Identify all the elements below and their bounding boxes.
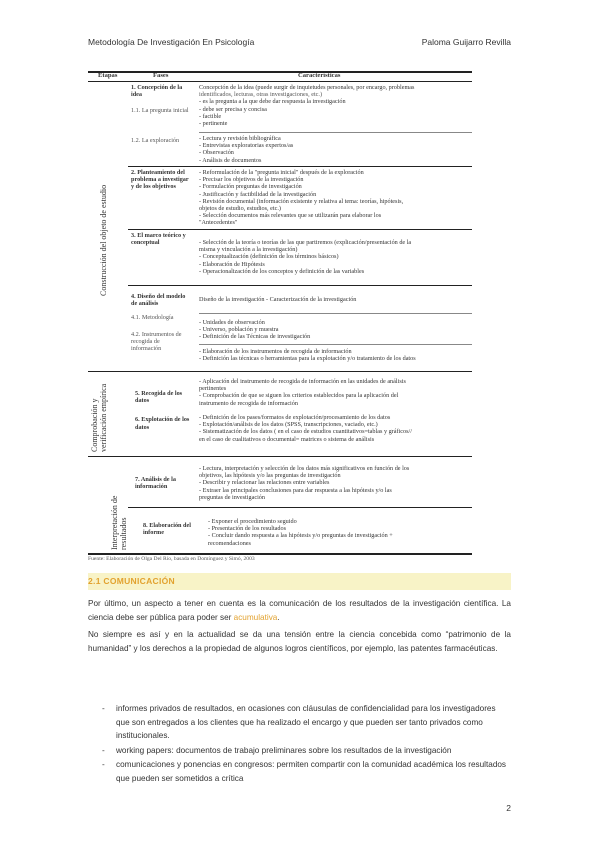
char-line: - Concluir dando respuesta a las hipótesis y/o preguntas de investigación + <box>208 532 393 540</box>
phase-6-title: 6. Explotación de los datos <box>135 416 190 431</box>
char-line: - Reformulación de la "pregunta inicial" después de la exploración <box>199 169 364 176</box>
phase-2-title: 2. Planteamiento del problema a investigar y de los objetivos <box>131 169 189 191</box>
char-line: - Elaboración de Hipótesis <box>199 260 265 268</box>
phase-5 <box>135 390 195 431</box>
char-line: - Presentación de los resultados <box>208 525 287 533</box>
char-line: - es la pregunta a la que debe dar respuesta la investigación <box>199 98 346 106</box>
table-top-rule <box>88 71 472 73</box>
etapa-construccion: Construcción del objeto de estudio <box>99 184 108 296</box>
char-line: - Sistematización de los datos ( en el caso de estudios cuantitativos=tablas y gráficos// <box>199 428 412 436</box>
char-line: - Extraer las principales conclusiones para dar respuesta a las hipótesis y/o las <box>199 486 392 494</box>
divider <box>128 507 472 508</box>
table-source: Fuente: Elaboración de Olga Del Río, basada en Domínguez y Simó, 2003 <box>88 556 255 562</box>
table-bottom-rule <box>88 553 472 555</box>
phase-1-title: 1. Concepción de la idea <box>131 84 183 99</box>
char-block-4-1 <box>199 319 471 341</box>
char-line: misma y vinculación a la investigación) <box>199 246 298 254</box>
col-caracteristicas-header: Características <box>298 72 341 79</box>
divider <box>128 229 472 230</box>
phase-4-1: 4.1. Metodología <box>131 314 174 322</box>
table-header-rule <box>88 81 472 82</box>
phase-8-title: 8. Elaboración del informe <box>143 522 191 537</box>
divider <box>128 285 472 286</box>
char-block-1 <box>199 84 471 127</box>
char-block-3 <box>199 239 471 275</box>
char-line: - Conceptualización (definición de los términos básicos) <box>199 253 339 261</box>
char-block-5 <box>199 378 471 407</box>
char-line: - Explotación/análisis de los datos (SPSS, transcripciones, vaciado, etc.) <box>199 421 378 429</box>
char-block-2 <box>199 169 471 227</box>
divider <box>88 371 472 372</box>
char-line: - Operacionalización de los conceptos y definición de las variables <box>199 267 365 275</box>
phase-3-title: 3. El marco teórico y conceptual <box>131 232 186 247</box>
char-block-7 <box>199 465 471 501</box>
divider <box>128 166 472 167</box>
col-fases-header: Fases <box>153 72 169 79</box>
char-line: - pertinente <box>199 120 228 128</box>
char-line: - Observación <box>199 149 234 157</box>
header-title: Metodología De Investigación En Psicología <box>88 37 255 47</box>
char-block-8 <box>208 518 480 547</box>
char-line: - Lectura y revisión bibliográfica <box>199 135 281 142</box>
phase-7-title: 7. Análisis de la información <box>135 476 176 491</box>
char-line: - Describir y relacionar las relaciones entre variables <box>199 479 330 487</box>
page-number: 2 <box>506 803 511 813</box>
list-item: - informes privados de resultados, en ocasiones con cláusulas de confidencialidad para los investigadores que son entregados a los clientes que ha realizado el encargo y que pueden ser tanto privados como institucionales. <box>102 702 511 743</box>
col-etapas-header: Etapas <box>98 72 118 79</box>
char-block-6 <box>199 414 471 443</box>
bullet-list <box>102 702 511 786</box>
char-line: - Universo, población y muestra <box>199 326 279 334</box>
char-line: - factible <box>199 112 222 120</box>
char-line: - Elaboración de los instrumentos de recogida de información <box>199 348 352 355</box>
divider <box>199 132 472 133</box>
paragraph-2: No siempre es así y en la actualidad se da una tensión entre la ciencia concebida como “patrimonio de la humanidad” y los derechos a la propiedad de algunos logros científicos, por ejemplo, las patentes farmacéuticas. <box>88 630 511 653</box>
char-line: - Aplicación del instrumento de recogida de información en las unidades de análisis <box>199 378 406 385</box>
char-block-1b <box>199 135 471 164</box>
char-line: - Lectura, interpretación y selección de los datos más significativos en función de los <box>199 465 410 472</box>
accent-term: acumulativa <box>233 612 278 622</box>
char-line: pertinentes <box>199 385 227 393</box>
paragraph-1-end: . <box>277 612 280 622</box>
paragraph-1-text: Por último, un aspecto a tener en cuenta es la comunicación de los resultados de la investigación científica. La ciencia debe ser pública para poder ser <box>88 599 511 622</box>
char-line: "Antecedentes" <box>199 219 238 227</box>
char-line: - Unidades de observación <box>199 319 265 326</box>
phase-8 <box>143 522 203 536</box>
phase-4-2: 4.2. Instrumentos de recogida de información <box>131 330 182 353</box>
char-line: - Entrevistas exploratorias expertos/as <box>199 142 294 150</box>
divider <box>199 344 472 345</box>
char-line: Diseño de la investigación - Caracterización de la investigación <box>199 296 357 303</box>
phase-2 <box>131 169 191 191</box>
phase-4 <box>131 293 191 352</box>
char-line: - Revisión documental (información existente y relativa al tema: teorías, hipótesis, <box>199 197 404 205</box>
etapa-interpretacion: Interpretación de resultados <box>110 495 128 550</box>
char-line: - Comprobación de que se siguen los criterios establecidos para la aplicación del <box>199 392 399 400</box>
char-line: - Exponer el procedimiento seguido <box>208 518 297 525</box>
section-heading-bar <box>88 573 511 590</box>
char-line: - Definición de los pases/formatos de explotación/procesamiento de los datos <box>199 414 391 421</box>
divider <box>88 456 472 457</box>
char-block-4-2 <box>199 348 471 362</box>
char-line: - debe ser precisa y concisa <box>199 105 267 113</box>
char-line: - Justificación y factibilidad de la investigación <box>199 190 317 198</box>
research-phases-table <box>88 72 472 568</box>
char-line: identificados, lecturas, otras investigaciones, etc.) <box>199 91 323 99</box>
phase-7 <box>135 476 195 490</box>
char-line: Concepción de la idea (puede surgir de inquietudes personales, por encargo, problemas <box>199 84 415 91</box>
phase-1 <box>131 84 191 144</box>
paragraph-1 <box>88 597 511 624</box>
section-title: 2.1 COMUNICACIÓN <box>88 576 175 586</box>
divider <box>199 313 472 314</box>
list-item: - comunicaciones y ponencias en congresos: permiten compartir con la comunidad académica los resultados que pueden ser sometidos a crítica <box>102 758 511 785</box>
char-line: preguntas de investigación <box>199 493 265 501</box>
char-line: - Definición las técnicas o herramientas para la explotación y/o tratamiento de los datos <box>199 355 416 363</box>
char-line: - Definición de las Técnicas de investigación <box>199 333 311 341</box>
char-line: - Análisis de documentos <box>199 156 262 164</box>
phase-1-2: 1.2. La exploración <box>131 136 180 144</box>
phase-3 <box>131 232 191 246</box>
list-item: - working papers: documentos de trabajo preliminares sobre los resultados de la investigación <box>102 744 511 758</box>
char-line: - Precisar los objetivos de la investigación <box>199 176 304 184</box>
char-line: - Selección de la teoría o teorías de las que partiremos (explicación/presentación de la <box>199 239 412 246</box>
header-author: Paloma Guijarro Revilla <box>421 37 511 47</box>
char-line: objetos de estudio, estudios, etc.) <box>199 205 281 213</box>
phase-4-title: 4. Diseño del modelo de análisis <box>131 293 186 308</box>
char-block-4 <box>199 296 471 303</box>
phase-5-title: 5. Recogida de los datos <box>135 390 183 405</box>
phase-1-1: 1.1. La pregunta inicial <box>131 107 189 115</box>
char-line: - Selección documentos más relevantes que se utilizarán para elaborar los <box>199 212 382 220</box>
char-line: objetivos, las hipótesis y/o las preguntas de investigación <box>199 472 341 480</box>
etapa-comprobacion: Comprobación y verificación empírica <box>90 383 108 452</box>
char-line: instrumento de recogida de información <box>199 399 298 407</box>
char-line: recomendaciones <box>208 539 251 547</box>
char-line: en el caso de cualitativos o documental= matrices o sistema de análisis <box>199 435 375 443</box>
char-line: - Formulación preguntas de investigación <box>199 183 302 191</box>
